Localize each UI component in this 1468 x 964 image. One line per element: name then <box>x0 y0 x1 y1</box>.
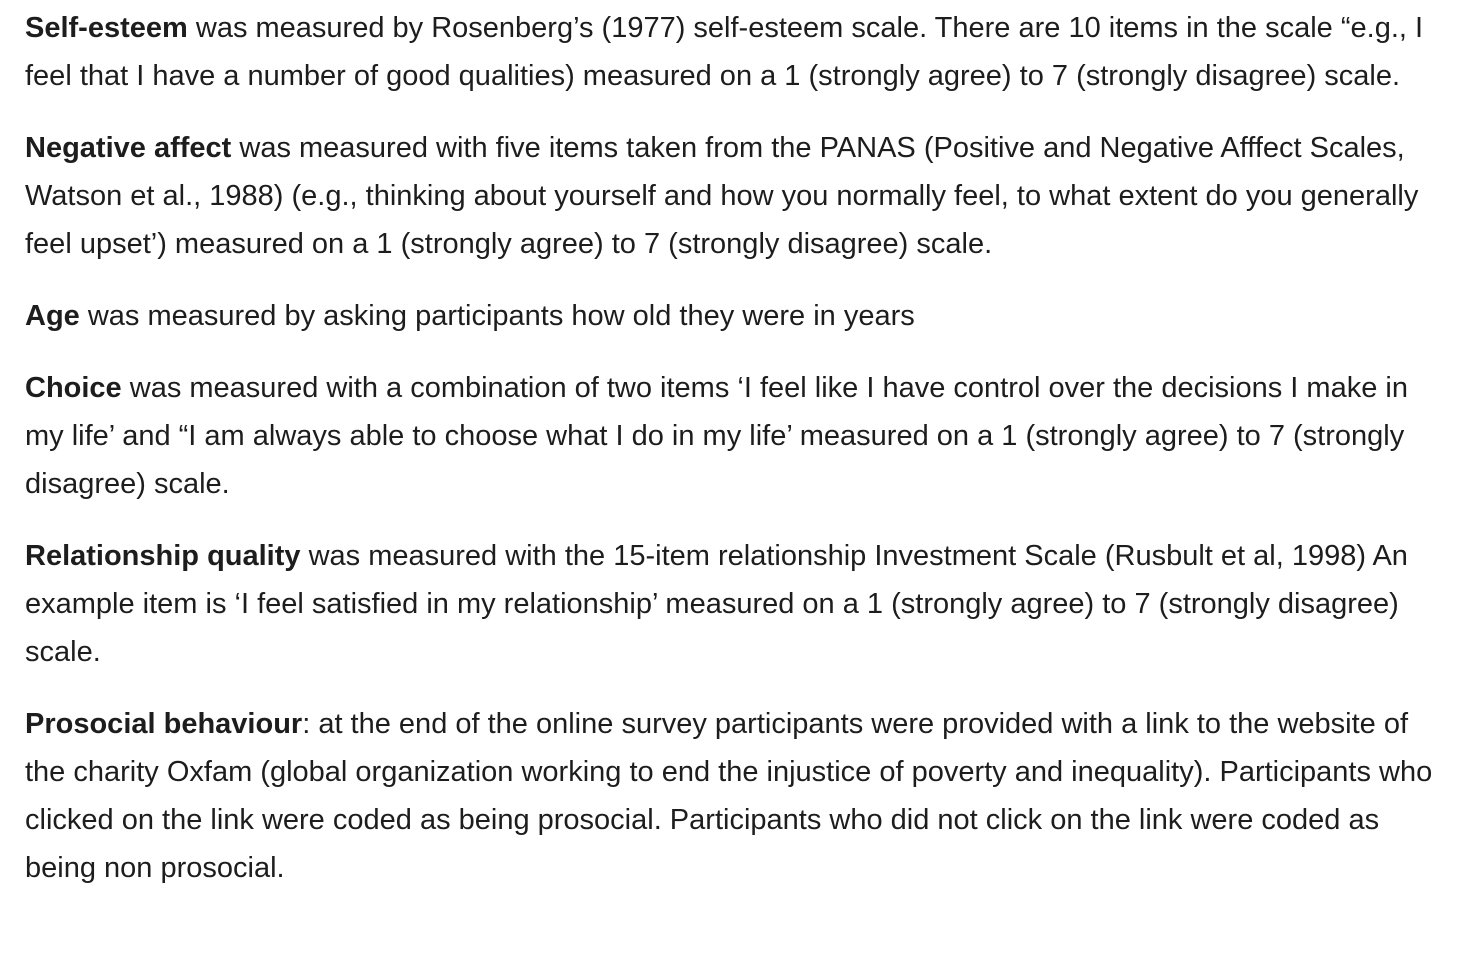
paragraph-text: was measured by Rosenberg’s (1977) self-esteem scale. There are 10 items in the scale “e.g., I feel that I have a number of good qualities) measured on a 1 (strongly agree) to 7 (strongly disagree) scale. <box>25 12 1424 92</box>
paragraph-prosocial-behaviour <box>25 700 1445 892</box>
paragraph-text: : at the end of the online survey participants were provided with a link to the website of the charity Oxfam (global organization working to end the injustice of poverty and inequality). Participants who clicked on the link were coded as being prosocial. Participants who did not click on the link were coded as being non prosocial. <box>25 708 1433 884</box>
paragraph-self-esteem <box>25 4 1445 100</box>
term-choice: Choice <box>25 372 122 404</box>
paragraph-text: was measured with a combination of two items ‘I feel like I have control over the decisions I make in my life’ and “I am always able to choose what I do in my life’ measured on a 1 (strongly agree) to 7 (strongly disagree) scale. <box>25 372 1408 500</box>
term-relationship-quality: Relationship quality <box>25 540 301 572</box>
term-prosocial-behaviour: Prosocial behaviour <box>25 708 303 740</box>
paragraph-age <box>25 292 1445 340</box>
paragraph-text: was measured with five items taken from the PANAS (Positive and Negative Afffect Scales, Watson et al., 1988) (e.g., thinking about yourself and how you normally feel, to what extent do you generally feel upset’) measured on a 1 (strongly agree) to 7 (strongly disagree) scale. <box>25 132 1419 260</box>
paragraph-relationship-quality <box>25 532 1445 676</box>
term-self-esteem: Self-esteem <box>25 12 188 44</box>
term-negative-affect: Negative affect <box>25 132 232 164</box>
paragraph-text: was measured with the 15-item relationship Investment Scale (Rusbult et al, 1998) An example item is ‘I feel satisfied in my relationship’ measured on a 1 (strongly agree) to 7 (strongly disagree) scale. <box>25 540 1408 668</box>
term-age: Age <box>25 300 80 332</box>
paragraph-text: was measured by asking participants how old they were in years <box>79 300 915 332</box>
paragraph-choice <box>25 364 1445 508</box>
paragraph-negative-affect <box>25 124 1445 268</box>
measures-document <box>25 4 1445 916</box>
